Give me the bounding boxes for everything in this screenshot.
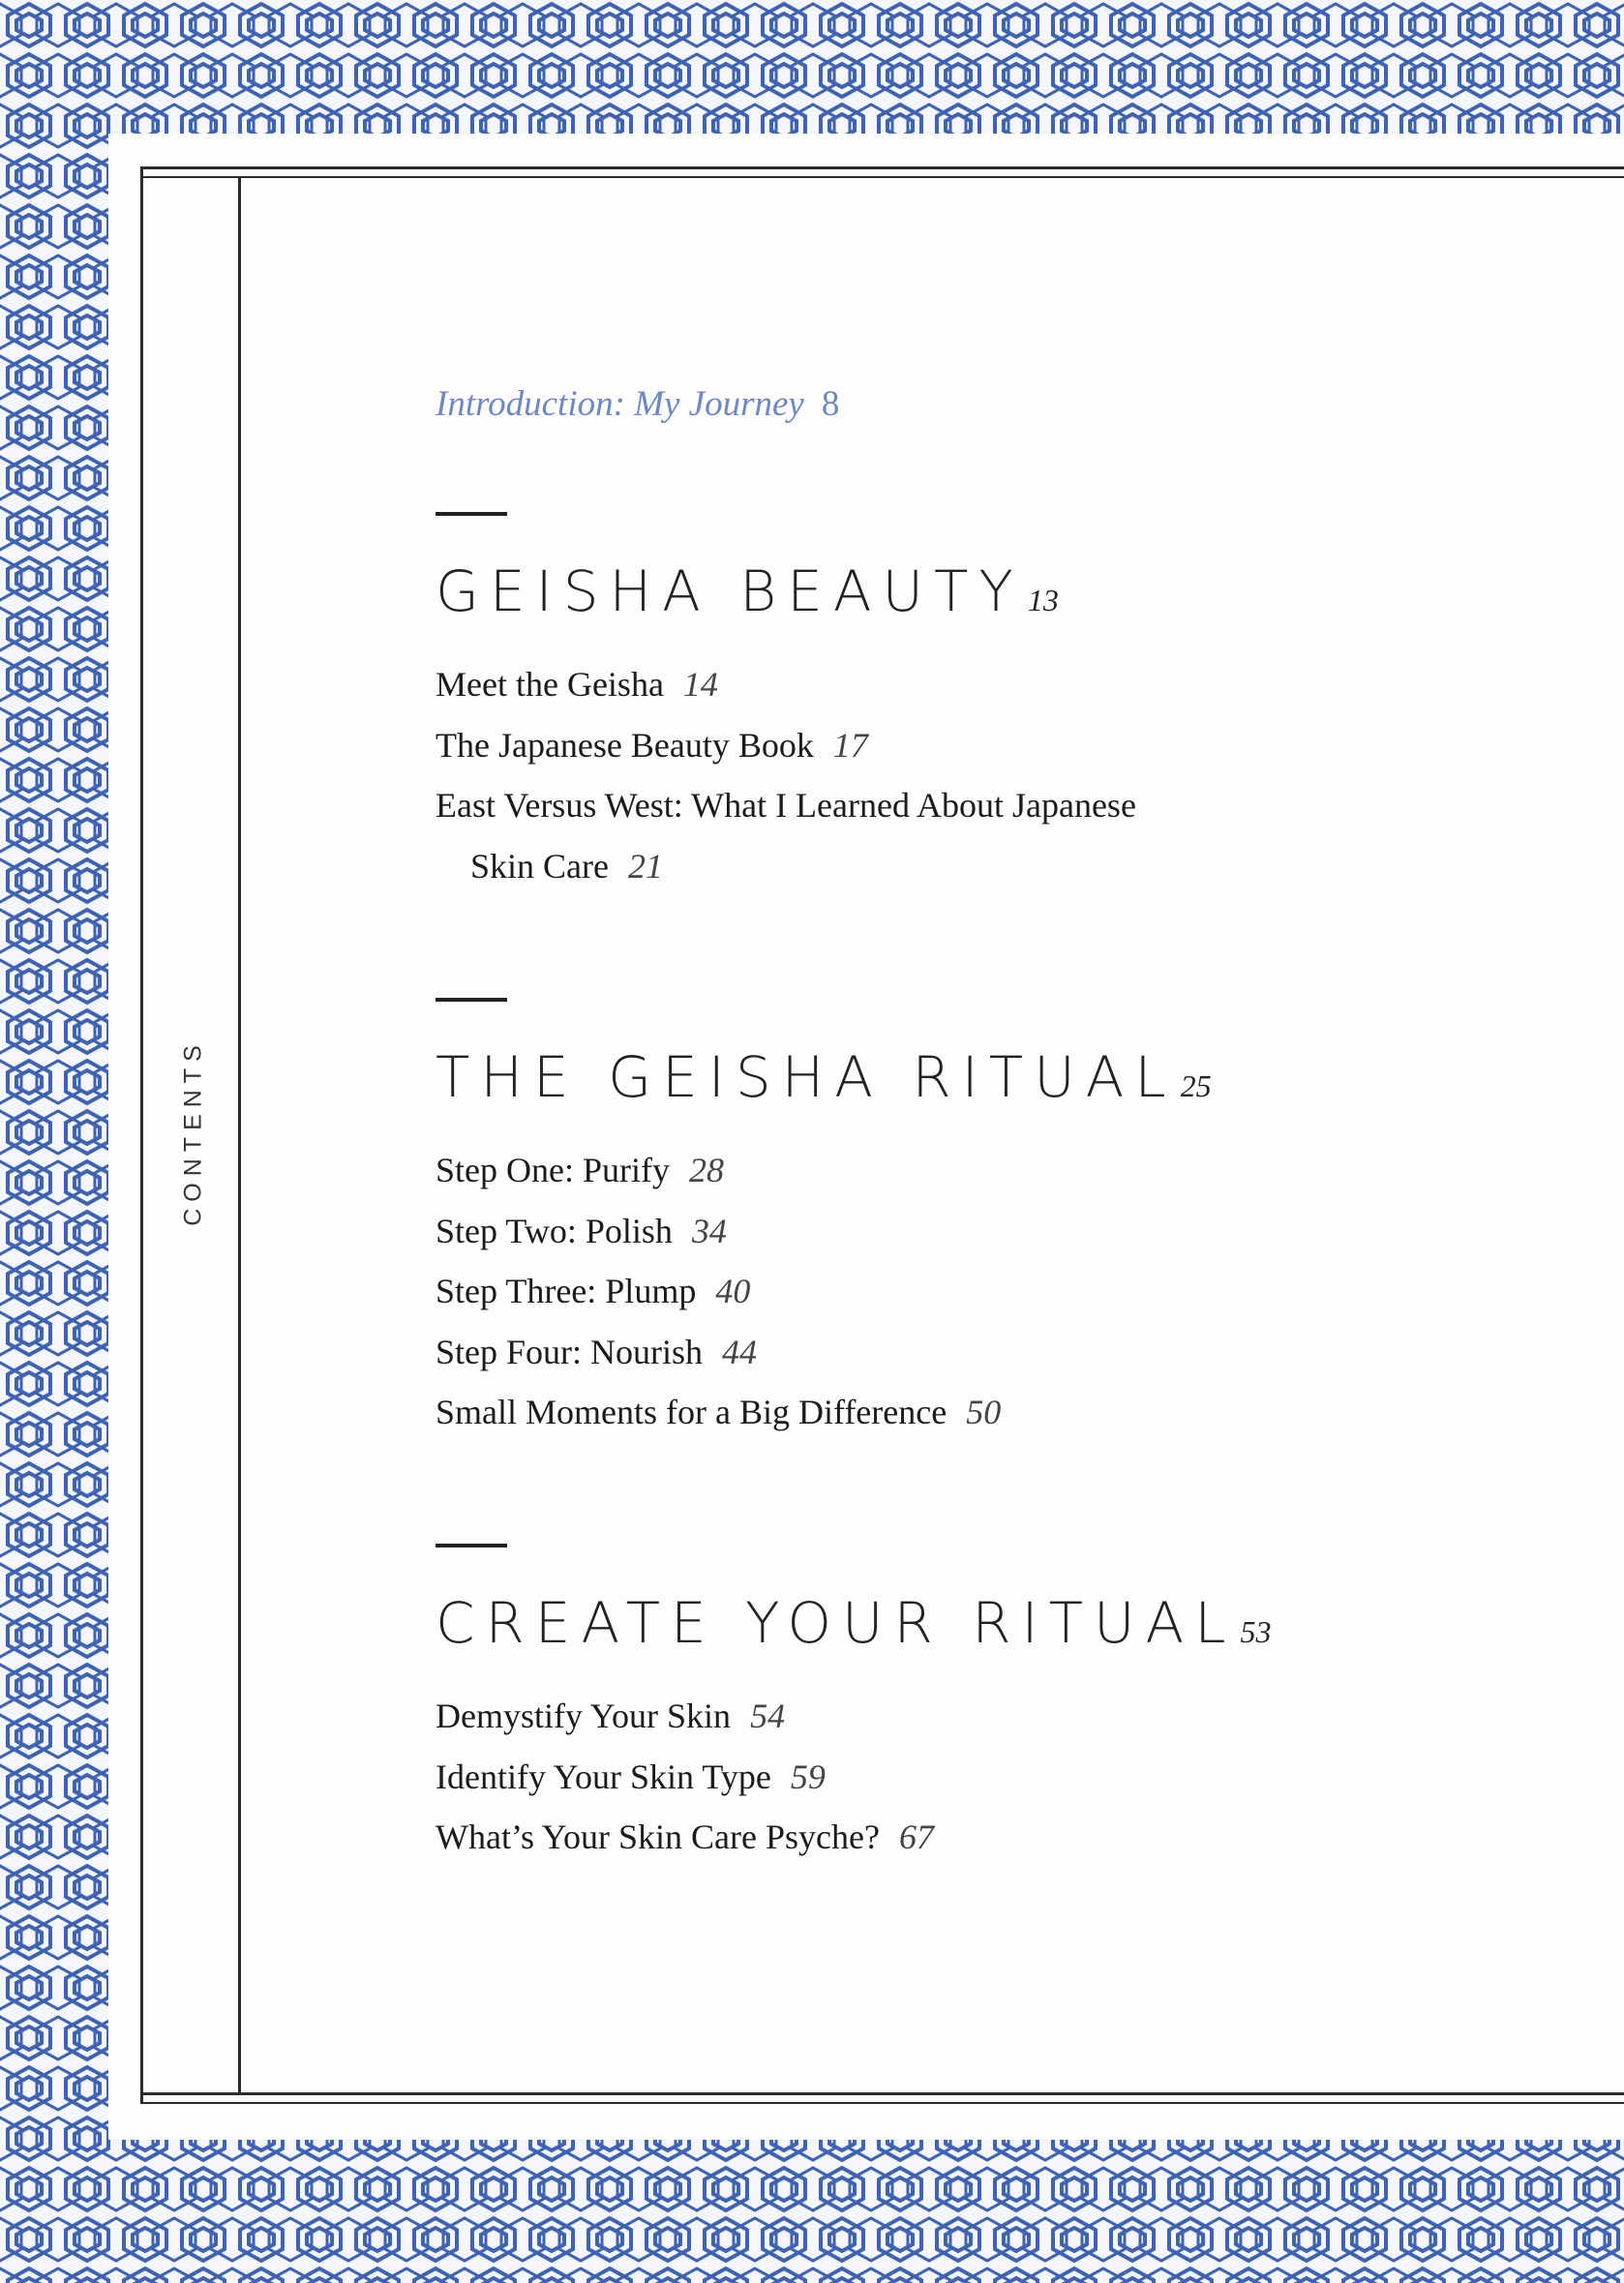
entry-title: Step Four: Nourish — [436, 1332, 704, 1371]
entry-page: 59 — [790, 1757, 826, 1796]
toc-entry[interactable] — [436, 1382, 1500, 1443]
intro-page: 8 — [821, 384, 840, 424]
section-page: 13 — [1027, 583, 1059, 617]
section-title: THE GEISHA RITUAL — [436, 1044, 1177, 1110]
toc-entry[interactable] — [436, 1140, 1500, 1201]
toc-entry[interactable] — [436, 1201, 1500, 1262]
entry-page: 50 — [966, 1393, 1002, 1431]
entry-page: 14 — [682, 665, 718, 704]
toc-entry[interactable] — [436, 715, 1500, 776]
section-page: 53 — [1240, 1614, 1272, 1649]
toc-entry[interactable] — [436, 1261, 1500, 1322]
toc-entry[interactable] — [436, 1807, 1500, 1868]
toc-entry[interactable] — [436, 654, 1500, 715]
sidebar-divider-rule — [238, 176, 241, 2094]
frame-bottom-rule-inner — [140, 2102, 1624, 2104]
section-heading[interactable] — [436, 558, 1500, 633]
entry-title: Step One: Purify — [436, 1151, 670, 1189]
entry-page: 67 — [898, 1817, 934, 1856]
section-title: GEISHA BEAUTY — [436, 558, 1024, 624]
entry-title: What’s Your Skin Care Psyche? — [436, 1817, 880, 1856]
entry-title: Step Two: Polish — [436, 1211, 673, 1250]
entry-title: Step Three: Plump — [436, 1272, 697, 1310]
entry-page: 44 — [722, 1332, 758, 1371]
sidebar-contents-label: CONTENTS — [179, 1038, 207, 1226]
frame-bottom-rule-outer — [140, 2092, 1624, 2095]
intro-title: Introduction: My Journey — [436, 384, 804, 424]
frame-top-rule-outer — [140, 166, 1624, 169]
section-title: CREATE YOUR RITUAL — [436, 1590, 1237, 1656]
section-the-geisha-ritual — [436, 998, 1500, 1443]
entry-title: The Japanese Beauty Book — [436, 725, 814, 765]
frame-top-rule-inner — [140, 176, 1624, 178]
toc-entry-continued[interactable] — [436, 836, 1500, 897]
entry-title: Small Moments for a Big Difference — [436, 1393, 947, 1431]
entry-title: Identify Your Skin Type — [436, 1757, 771, 1796]
section-page: 25 — [1180, 1068, 1212, 1103]
section-geisha-beauty — [436, 512, 1500, 896]
section-heading[interactable] — [436, 1590, 1500, 1665]
section-heading[interactable] — [436, 1044, 1500, 1119]
toc-entry[interactable] — [436, 1322, 1500, 1383]
toc-entry[interactable] — [436, 775, 1500, 836]
toc-entry[interactable] — [436, 1747, 1500, 1808]
entry-title: Demystify Your Skin — [436, 1697, 732, 1735]
entry-page: 34 — [691, 1211, 727, 1250]
entry-title: Skin Care — [470, 846, 609, 886]
section-create-your-ritual — [436, 1544, 1500, 1868]
entry-page: 40 — [715, 1272, 751, 1310]
frame-left-rule — [140, 166, 143, 2104]
entry-title: Meet the Geisha — [436, 665, 664, 704]
entry-page: 17 — [832, 725, 868, 765]
entry-title: East Versus West: What I Learned About Japanese — [436, 786, 1136, 825]
section-dash — [436, 998, 507, 1002]
entry-page: 21 — [627, 846, 663, 886]
entry-page: 28 — [688, 1151, 724, 1189]
entry-page: 54 — [750, 1697, 786, 1735]
intro-entry[interactable] — [436, 383, 839, 425]
toc-entry[interactable] — [436, 1686, 1500, 1747]
section-dash — [436, 1544, 507, 1547]
section-dash — [436, 512, 507, 516]
